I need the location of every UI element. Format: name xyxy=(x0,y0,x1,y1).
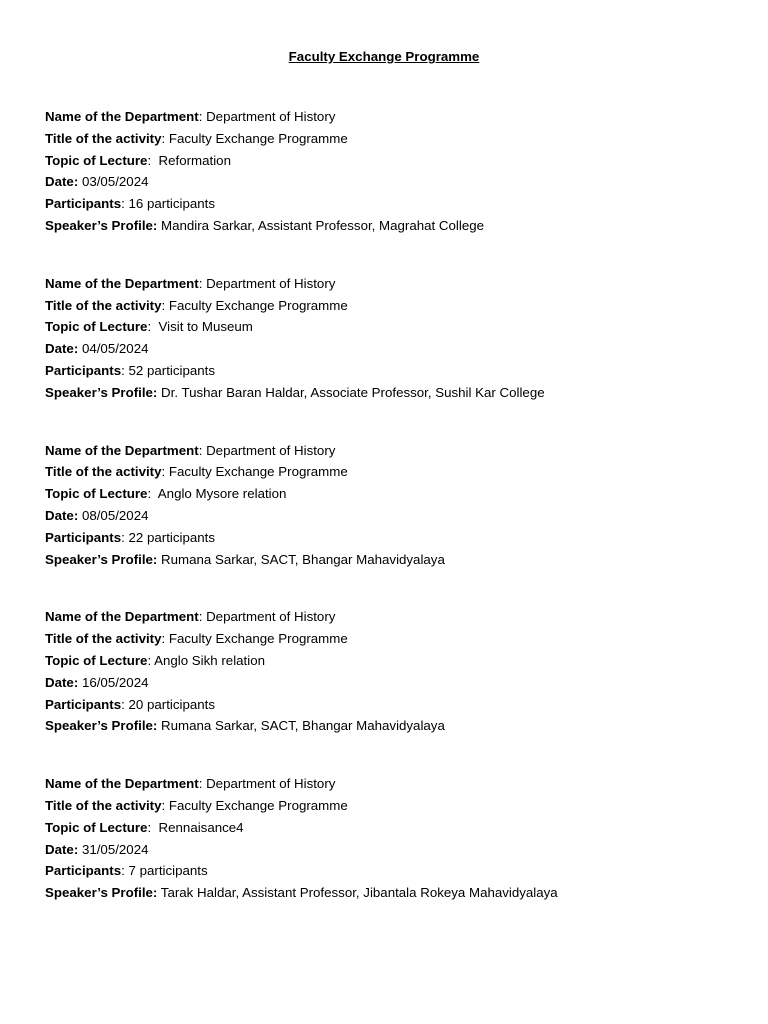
department-line xyxy=(45,108,735,130)
activity-title-line xyxy=(45,130,735,152)
department-value: : Department of History xyxy=(198,776,336,792)
speaker-label: Speaker’s Profile: xyxy=(45,384,158,400)
activity-title-value: : Faculty Exchange Programme xyxy=(161,130,348,146)
participants-value: : 20 participants xyxy=(121,696,215,712)
activity-title-label: Title of the activity xyxy=(45,297,162,313)
topic-line xyxy=(45,152,735,174)
department-line xyxy=(45,275,735,297)
date-value: 04/05/2024 xyxy=(78,341,149,357)
date-line xyxy=(45,340,735,362)
speaker-line xyxy=(45,384,735,406)
department-label: Name of the Department xyxy=(45,109,199,124)
activity-entry xyxy=(45,608,735,739)
participants-value: : 52 participants xyxy=(121,362,215,378)
activity-title-label: Title of the activity xyxy=(45,631,162,647)
activity-title-value: : Faculty Exchange Programme xyxy=(161,631,348,647)
department-label: Name of the Department xyxy=(45,275,199,291)
topic-label: Topic of Lecture xyxy=(45,652,148,668)
activity-entry xyxy=(45,275,735,406)
activity-title-line xyxy=(45,463,735,485)
department-value: : Department of History xyxy=(198,609,336,625)
topic-label: Topic of Lecture xyxy=(45,319,148,335)
date-value: 08/05/2024 xyxy=(78,507,149,523)
department-value: : Department of History xyxy=(198,442,336,458)
participants-label: Participants xyxy=(45,863,122,879)
activity-entry xyxy=(45,775,735,906)
activity-title-value: : Faculty Exchange Programme xyxy=(161,297,348,313)
topic-line xyxy=(45,652,735,674)
topic-value: : Rennaisance4 xyxy=(147,819,244,835)
participants-label: Participants xyxy=(45,362,122,378)
department-line xyxy=(45,608,735,630)
speaker-line xyxy=(45,884,735,906)
date-label: Date: xyxy=(45,174,79,190)
date-value: 16/05/2024 xyxy=(78,674,149,690)
participants-line xyxy=(45,362,735,384)
participants-value: : 16 participants xyxy=(121,196,215,212)
date-line xyxy=(45,507,735,529)
document-title: Faculty Exchange Programme xyxy=(288,49,480,64)
department-label: Name of the Department xyxy=(45,609,199,625)
activity-list xyxy=(45,108,735,942)
speaker-value: Dr. Tushar Baran Haldar, Associate Professor, Sushil Kar College xyxy=(157,384,545,400)
participants-line xyxy=(45,195,735,217)
topic-label: Topic of Lecture xyxy=(45,152,148,168)
date-value: 31/05/2024 xyxy=(78,841,149,857)
activity-title-line xyxy=(45,297,735,319)
topic-label: Topic of Lecture xyxy=(45,819,148,835)
date-line xyxy=(45,173,735,195)
department-label: Name of the Department xyxy=(45,776,199,792)
speaker-line xyxy=(45,551,735,573)
speaker-label: Speaker’s Profile: xyxy=(45,718,158,734)
date-label: Date: xyxy=(45,674,79,690)
speaker-value: Tarak Haldar, Assistant Professor, Jibantala Rokeya Mahavidyalaya xyxy=(157,885,558,901)
activity-title-value: : Faculty Exchange Programme xyxy=(161,464,348,480)
department-label: Name of the Department xyxy=(45,442,199,458)
department-value: : Department of History xyxy=(198,275,336,291)
date-line xyxy=(45,841,735,863)
topic-value: : Anglo Sikh relation xyxy=(147,652,265,668)
department-value: : Department of History xyxy=(198,109,336,124)
activity-entry xyxy=(45,108,735,239)
topic-value: : Reformation xyxy=(147,152,231,168)
department-line xyxy=(45,775,735,797)
activity-title-line xyxy=(45,630,735,652)
participants-value: : 22 participants xyxy=(121,529,215,545)
participants-label: Participants xyxy=(45,696,122,712)
speaker-label: Speaker’s Profile: xyxy=(45,885,158,901)
date-label: Date: xyxy=(45,341,79,357)
activity-title-label: Title of the activity xyxy=(45,797,162,813)
speaker-value: Rumana Sarkar, SACT, Bhangar Mahavidyalaya xyxy=(157,718,445,734)
participants-line xyxy=(45,696,735,718)
participants-label: Participants xyxy=(45,196,122,212)
date-label: Date: xyxy=(45,507,79,523)
topic-value: : Visit to Museum xyxy=(147,319,253,335)
date-label: Date: xyxy=(45,841,79,857)
date-value: 03/05/2024 xyxy=(78,174,149,190)
speaker-label: Speaker’s Profile: xyxy=(45,217,158,233)
participants-value: : 7 participants xyxy=(121,863,208,879)
speaker-value: Rumana Sarkar, SACT, Bhangar Mahavidyalaya xyxy=(157,551,445,567)
activity-title-value: : Faculty Exchange Programme xyxy=(161,797,348,813)
topic-line xyxy=(45,819,735,841)
participants-line xyxy=(45,529,735,551)
activity-title-label: Title of the activity xyxy=(45,130,162,146)
topic-line xyxy=(45,318,735,340)
topic-label: Topic of Lecture xyxy=(45,486,148,502)
speaker-line xyxy=(45,217,735,239)
activity-title-line xyxy=(45,797,735,819)
date-line xyxy=(45,674,735,696)
speaker-line xyxy=(45,717,735,739)
speaker-label: Speaker’s Profile: xyxy=(45,551,158,567)
participants-label: Participants xyxy=(45,529,122,545)
topic-line xyxy=(45,485,735,507)
participants-line xyxy=(45,862,735,884)
activity-entry xyxy=(45,442,735,573)
topic-value: : Anglo Mysore relation xyxy=(147,486,287,502)
department-line xyxy=(45,442,735,464)
activity-title-label: Title of the activity xyxy=(45,464,162,480)
speaker-value: Mandira Sarkar, Assistant Professor, Magrahat College xyxy=(157,217,485,233)
